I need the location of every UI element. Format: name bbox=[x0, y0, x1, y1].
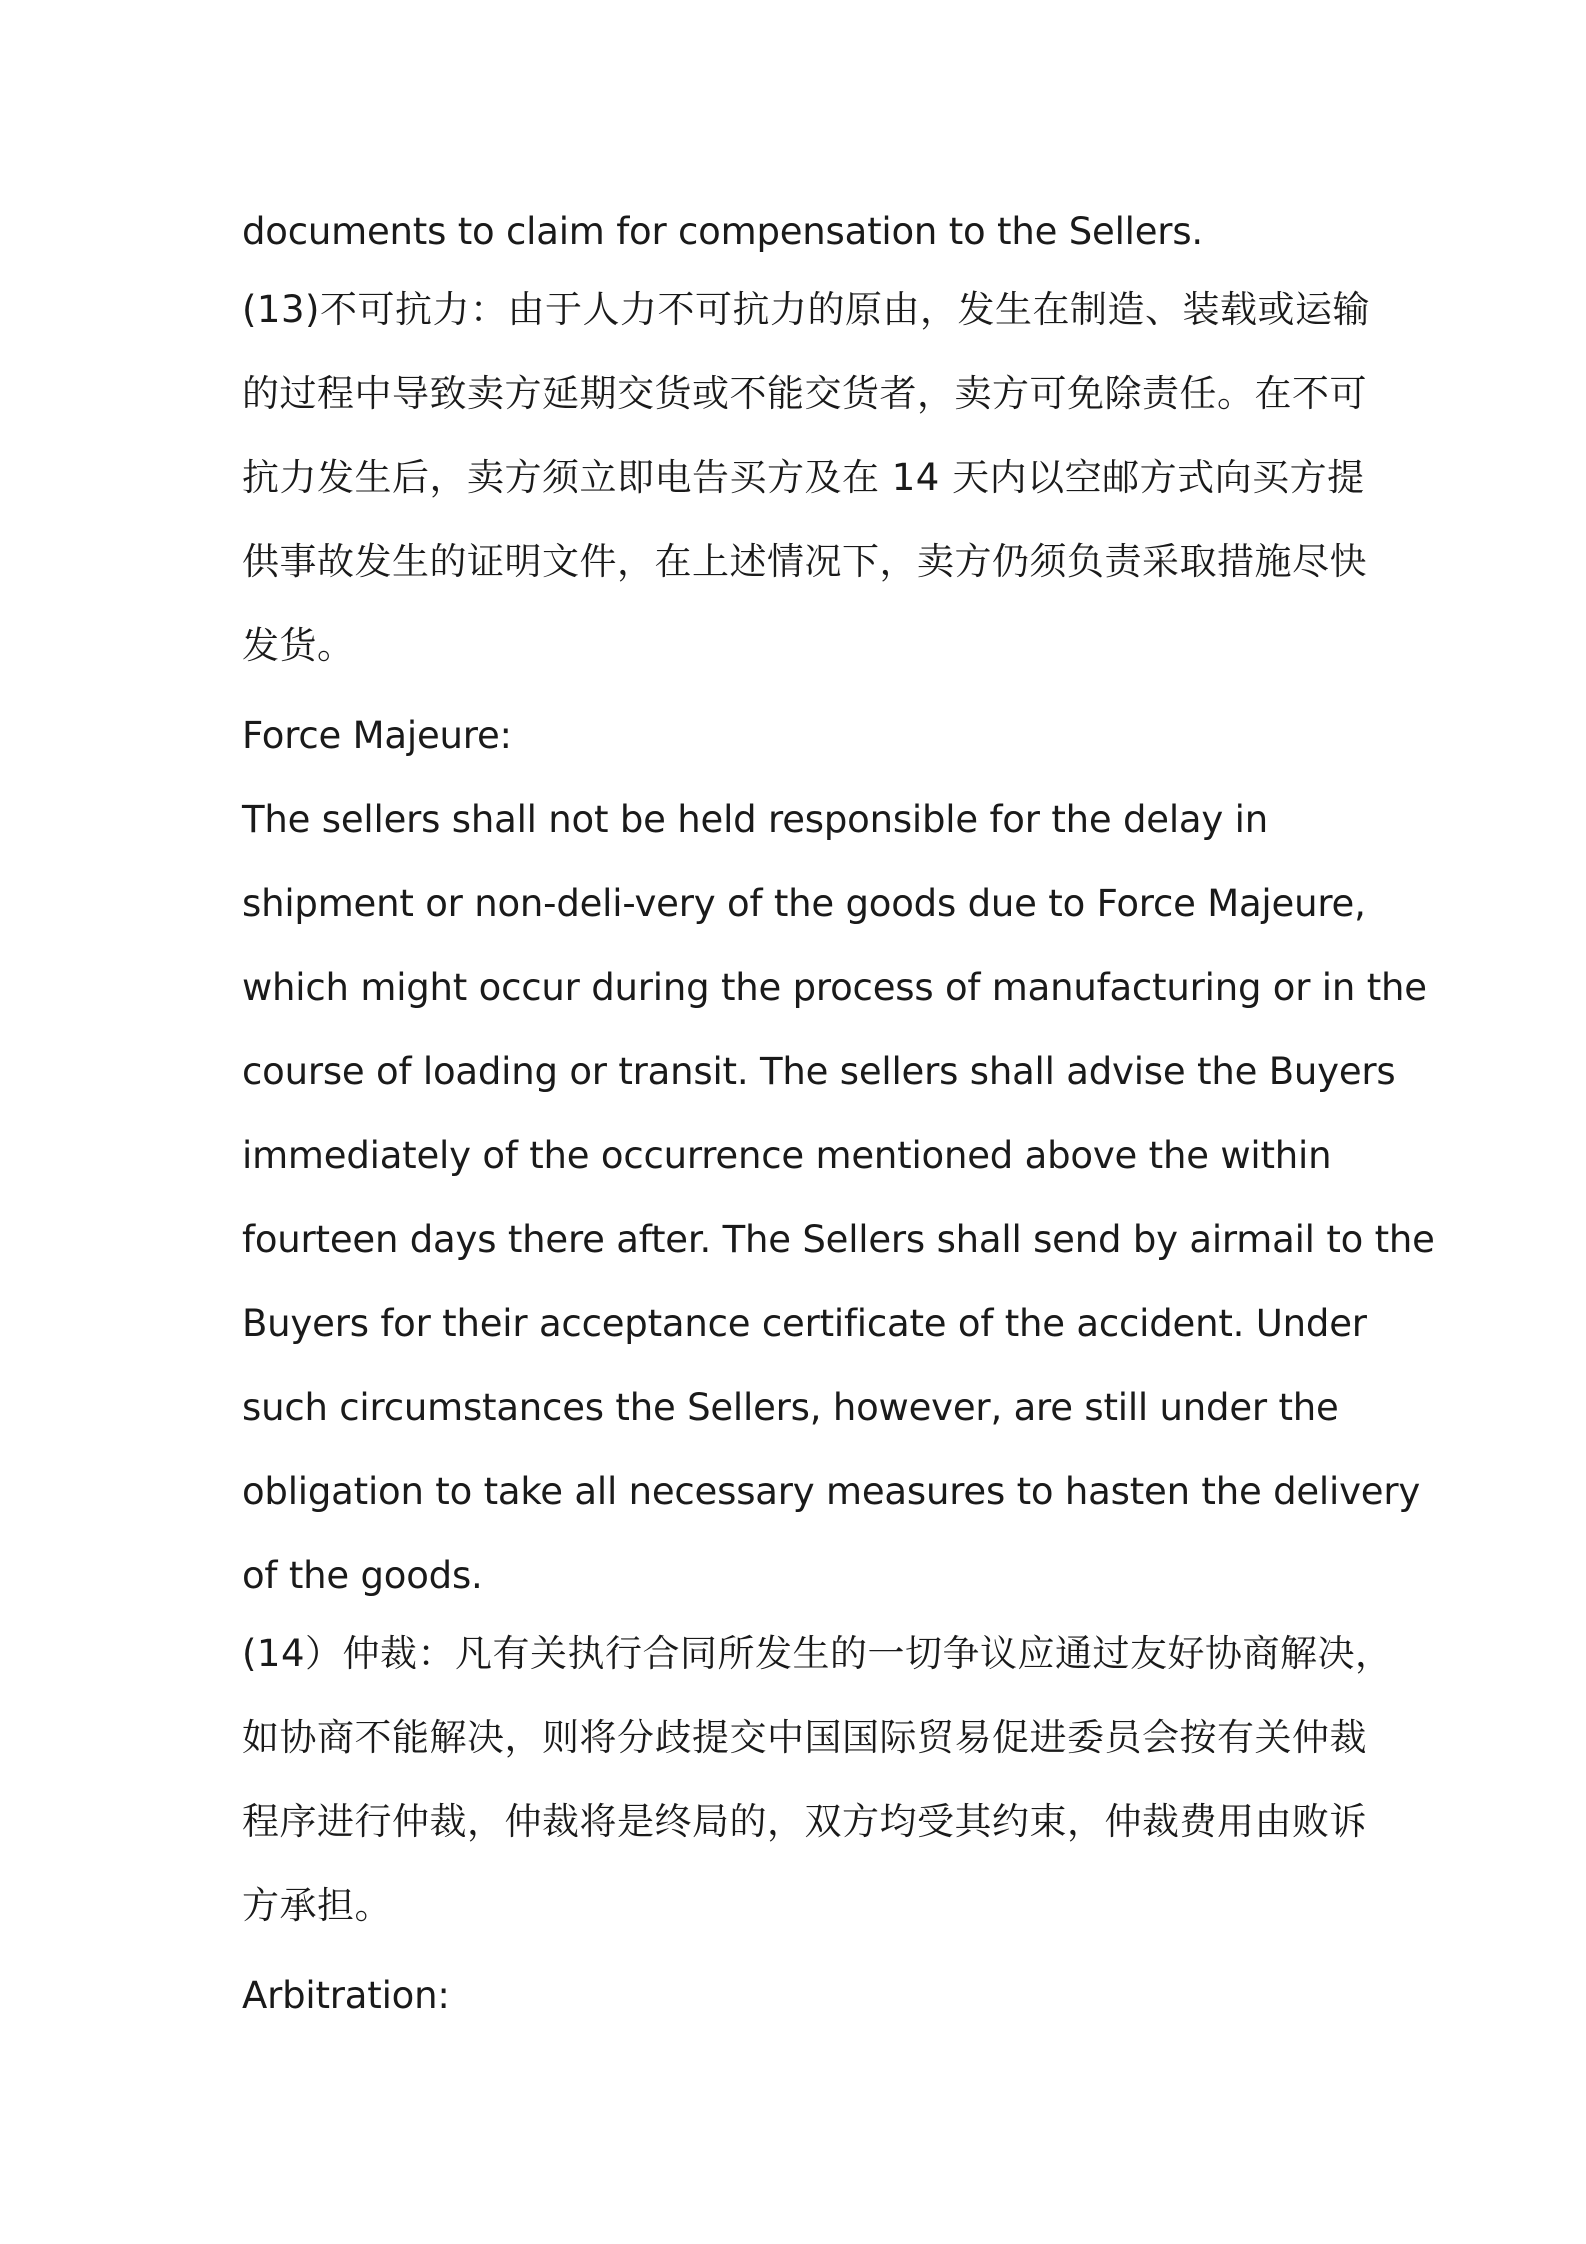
text-line: shipment or non-deli-very of the goods due to Force Majeure, bbox=[242, 882, 1366, 925]
text-line: 程序进行仲裁，仲裁将是终局的，双方均受其约束，仲裁费用由败诉 bbox=[242, 1800, 1367, 1843]
text-line: which might occur during the process of manufacturing or in the bbox=[242, 966, 1427, 1009]
text-line: course of loading or transit. The sellers shall advise the Buyers bbox=[242, 1050, 1396, 1093]
clause-13-heading-line: (13)不可抗力：由于人力不可抗力的原由，发生在制造、装载或运输 bbox=[242, 288, 1370, 331]
text-line: 发货。 bbox=[242, 624, 355, 667]
text-line: fourteen days there after. The Sellers shall send by airmail to the bbox=[242, 1218, 1435, 1261]
text-line: 如协商不能解决，则将分歧提交中国国际贸易促进委员会按有关仲裁 bbox=[242, 1716, 1367, 1759]
arbitration-heading: Arbitration: bbox=[242, 1974, 450, 2017]
text-line: Buyers for their acceptance certificate of the accident. Under bbox=[242, 1302, 1367, 1345]
text-line: 方承担。 bbox=[242, 1884, 392, 1927]
text-line: such circumstances the Sellers, however, are still under the bbox=[242, 1386, 1339, 1429]
force-majeure-heading: Force Majeure: bbox=[242, 714, 512, 757]
text-line: The sellers shall not be held responsible for the delay in bbox=[242, 798, 1268, 841]
text-line: 供事故发生的证明文件，在上述情况下，卖方仍须负责采取措施尽快 bbox=[242, 540, 1367, 583]
text-line: documents to claim for compensation to the Sellers. bbox=[242, 210, 1203, 253]
document-text bbox=[242, 202, 1435, 2050]
text-line: 的过程中导致卖方延期交货或不能交货者，卖方可免除责任。在不可 bbox=[242, 372, 1367, 415]
clause-14-heading-line: (14）仲裁：凡有关执行合同所发生的一切争议应通过友好协商解决， bbox=[242, 1632, 1393, 1675]
text-line: obligation to take all necessary measures to hasten the delivery bbox=[242, 1470, 1421, 1513]
text-line: immediately of the occurrence mentioned above the within bbox=[242, 1134, 1332, 1177]
text-line: 抗力发生后，卖方须立即电告买方及在 14 天内以空邮方式向买方提 bbox=[242, 456, 1365, 499]
text-line: of the goods. bbox=[242, 1554, 483, 1597]
